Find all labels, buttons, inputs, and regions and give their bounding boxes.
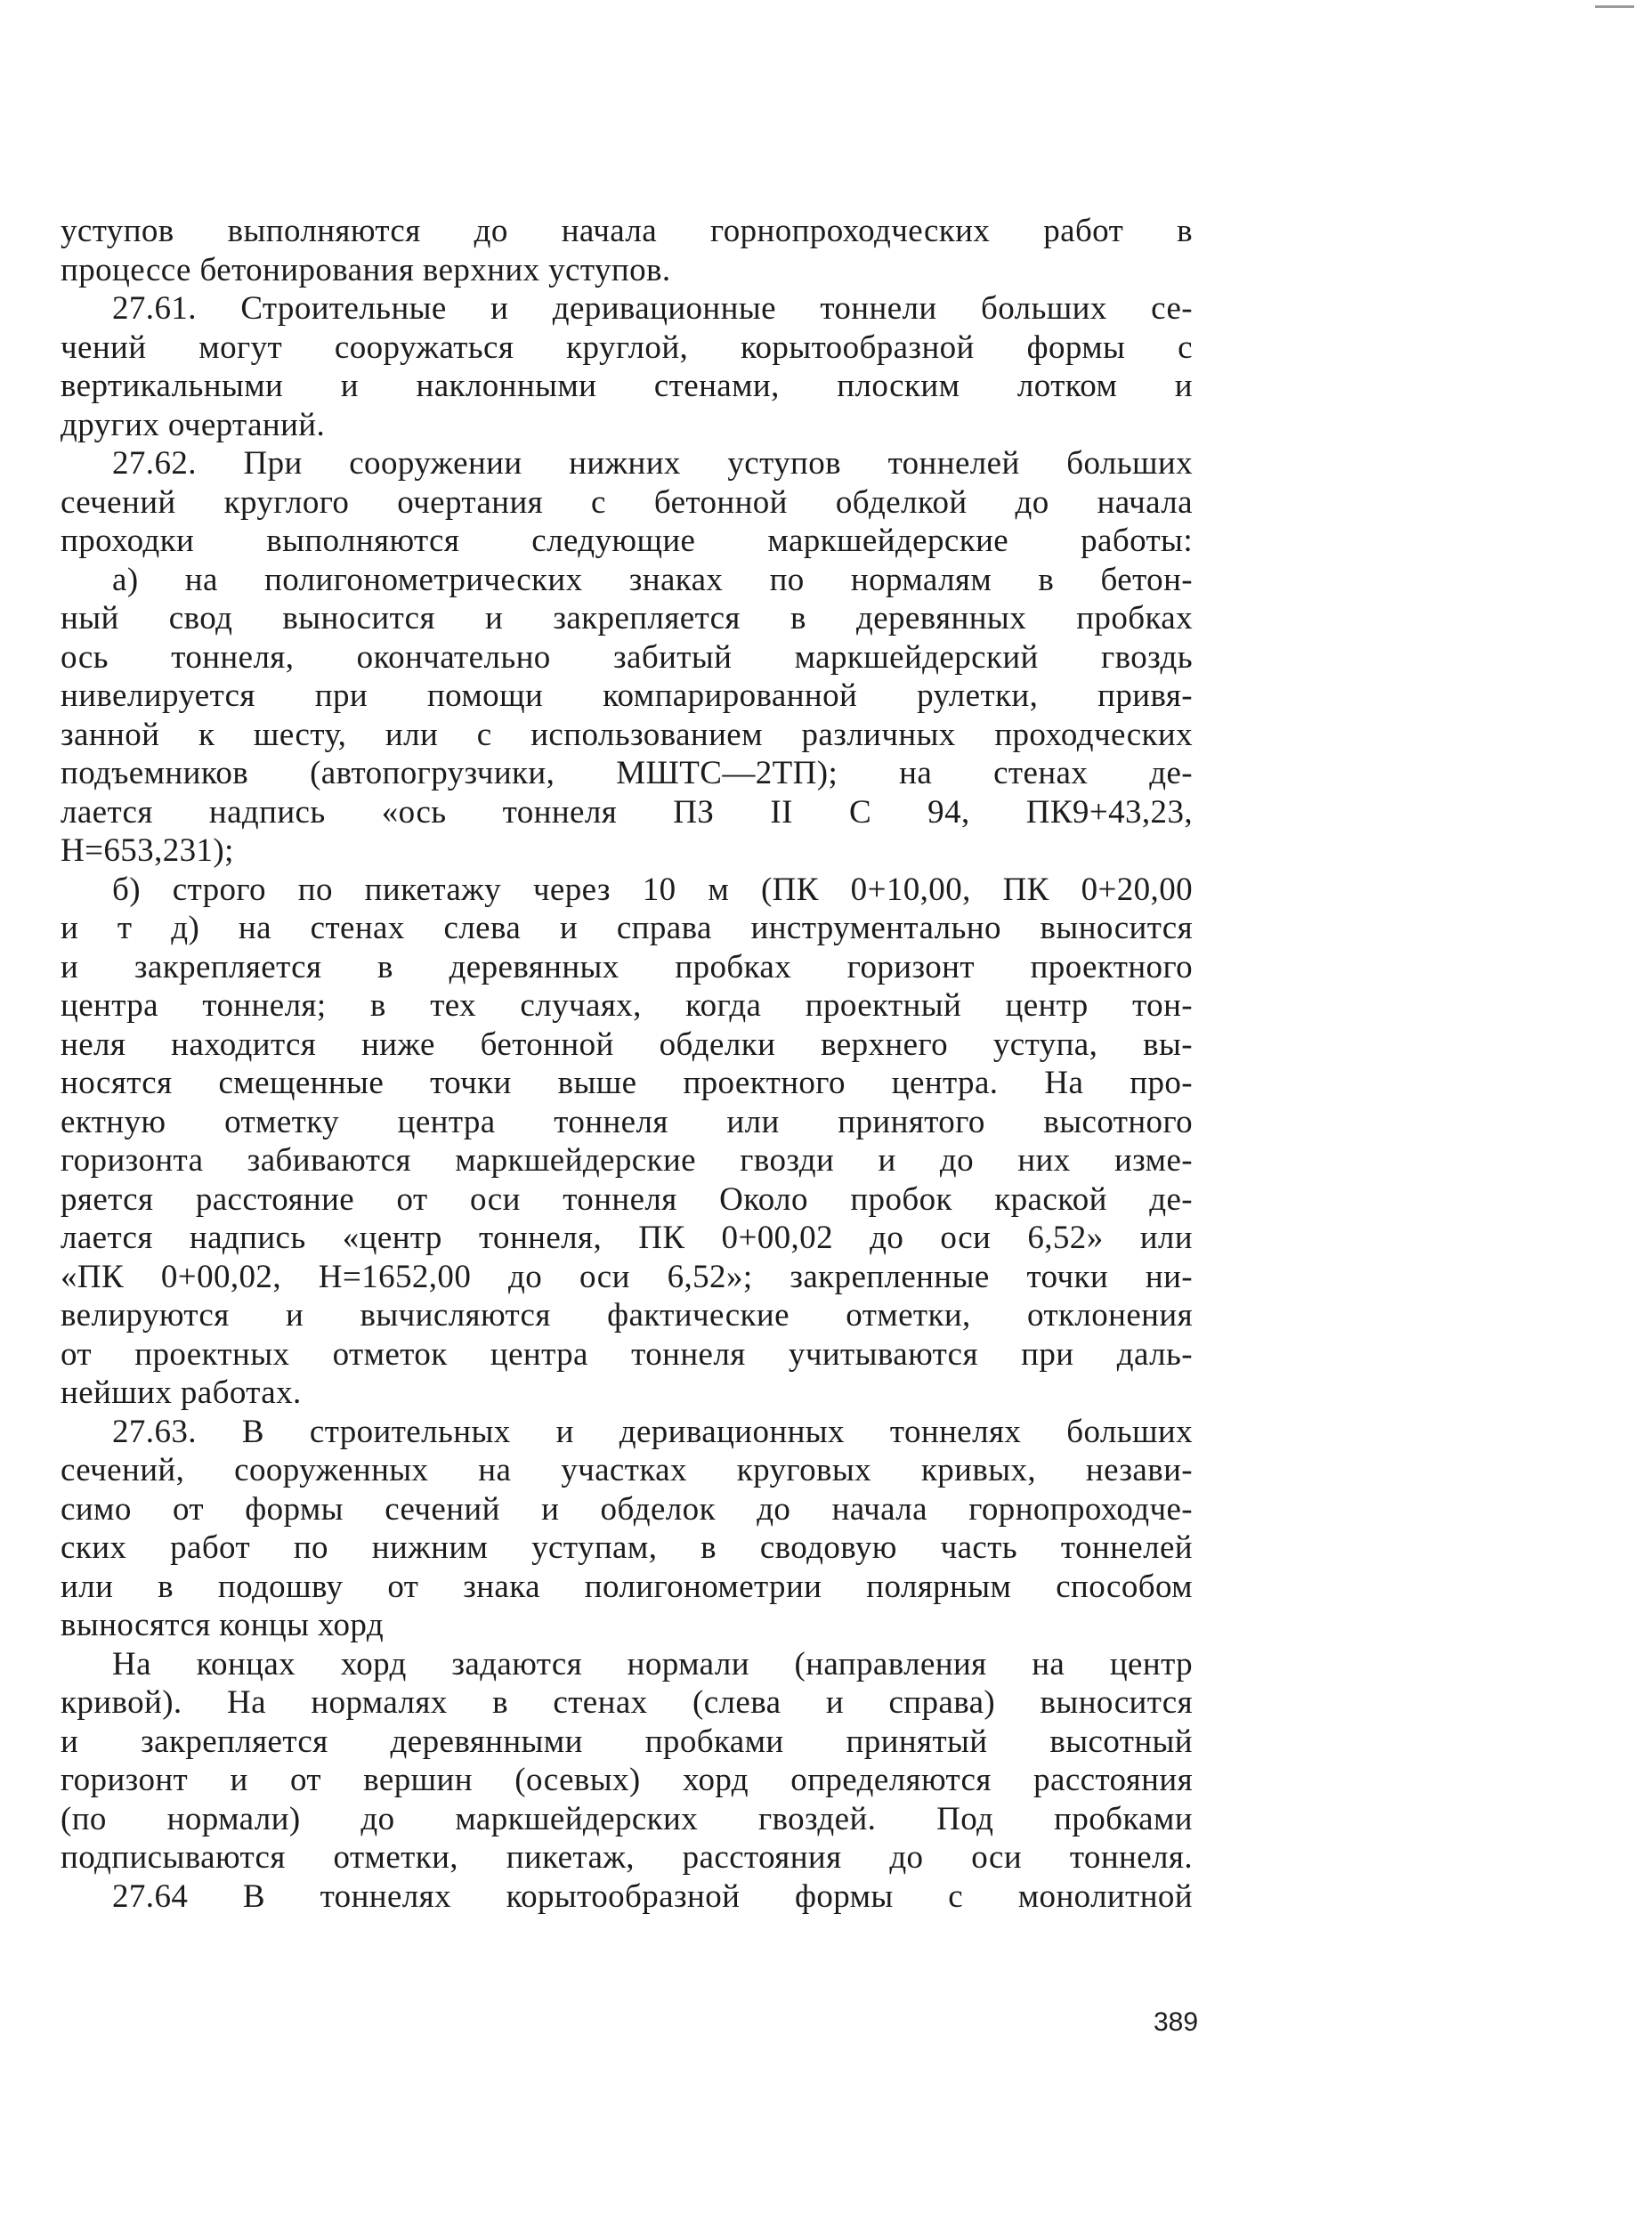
text-line: 27.63. В строительных и деривационных тоннелях больших bbox=[112, 1413, 1193, 1450]
text-line: и т д) на стенах слева и справа инструментально выносится bbox=[61, 910, 1193, 946]
text-line: или в подошву от знака полигонометрии полярным способом bbox=[61, 1568, 1193, 1605]
text-line: нивелируется при помощи компарированной рулетки, привя- bbox=[61, 677, 1193, 714]
text-line: б) строго по пикетажу через 10 м (ПК 0+10,00, ПК 0+20,00 bbox=[112, 871, 1193, 908]
page-number: 389 bbox=[1154, 2007, 1199, 2037]
body-text bbox=[61, 212, 1193, 1916]
text-line: ось тоннеля, окончательно забитый маркшейдерский гвоздь bbox=[61, 638, 1193, 676]
text-line: сечений, сооруженных на участках круговых кривых, незави- bbox=[61, 1452, 1193, 1488]
text-line: ный свод выносится и закрепляется в деревянных пробках bbox=[61, 600, 1193, 637]
text-line: горизонта забиваются маркшейдерские гвозди и до них изме- bbox=[61, 1142, 1193, 1179]
text-line: На концах хорд задаются нормали (направления на центр bbox=[112, 1645, 1193, 1683]
text-line: носятся смещенные точки выше проектного центра. На про- bbox=[61, 1065, 1193, 1101]
text-line: проходки выполняются следующие маркшейдерские работы: bbox=[61, 523, 1193, 559]
text-line: «ПК 0+00,02, Н=1652,00 до оси 6,52»; закрепленные точки ни- bbox=[61, 1258, 1193, 1295]
text-line: сечений круглого очертания с бетонной обделкой до начала bbox=[61, 483, 1193, 521]
text-line: Н=653,231); bbox=[61, 832, 234, 869]
text-line: других очертаний. bbox=[61, 406, 326, 443]
text-line: от проектных отметок центра тоннеля учитываются при даль- bbox=[61, 1335, 1193, 1373]
text-line: нейших работах. bbox=[61, 1374, 302, 1411]
text-line: (по нормали) до маркшейдерских гвоздей. Под пробками bbox=[61, 1800, 1193, 1837]
text-line: центра тоннеля; в тех случаях, когда проектный центр тон- bbox=[61, 987, 1193, 1024]
text-line: 27.62. При сооружении нижних уступов тоннелей больших bbox=[112, 445, 1193, 482]
text-line: горизонт и от вершин (осевых) хорд определяются расстояния bbox=[61, 1762, 1193, 1798]
text-line: кривой). На нормалях в стенах (слева и справа) выносится bbox=[61, 1684, 1193, 1721]
text-line: процессе бетонирования верхних уступов. bbox=[61, 251, 671, 288]
text-line: симо от формы сечений и обделок до начала горнопроходче- bbox=[61, 1490, 1193, 1528]
text-line: ских работ по нижним уступам, в сводовую часть тоннелей bbox=[61, 1529, 1193, 1566]
text-line: ектную отметку центра тоннеля или принятого высотного bbox=[61, 1103, 1193, 1140]
text-line: уступов выполняются до начала горнопроходческих работ в bbox=[61, 213, 1193, 249]
text-line: выносятся концы хорд bbox=[61, 1607, 385, 1643]
text-line: 27.64 В тоннелях корытообразной формы с монолитной bbox=[112, 1877, 1193, 1915]
text-line: лается надпись «центр тоннеля, ПК 0+00,02 до оси 6,52» или bbox=[61, 1220, 1193, 1256]
text-line: а) на полигонометрических знаках по нормалям в бетон- bbox=[112, 561, 1193, 598]
text-line: ряется расстояние от оси тоннеля Около пробок краской де- bbox=[61, 1180, 1193, 1218]
text-line: лается надпись «ось тоннеля ПЗ II С 94, ПК9+43,23, bbox=[61, 793, 1193, 831]
text-line: вертикальными и наклонными стенами, плоским лотком и bbox=[61, 368, 1193, 404]
corner-scan-mark bbox=[1595, 5, 1634, 8]
text-line: занной к шесту, или с использованием различных проходческих bbox=[61, 716, 1193, 753]
text-line: неля находится ниже бетонной обделки верхнего уступа, вы- bbox=[61, 1026, 1193, 1063]
text-line: 27.61. Строительные и деривационные тоннели больших се- bbox=[112, 290, 1193, 327]
text-line: чений могут сооружаться круглой, корытообразной формы с bbox=[61, 328, 1193, 366]
text-line: подъемников (автопогрузчики, МШТС—2ТП); на стенах де- bbox=[61, 755, 1193, 791]
text-line: велируются и вычисляются фактические отметки, отклонения bbox=[61, 1297, 1193, 1334]
text-line: и закрепляется в деревянных пробках горизонт проектного bbox=[61, 948, 1193, 985]
text-line: и закрепляется деревянными пробками принятый высотный bbox=[61, 1723, 1193, 1760]
text-line: подписываются отметки, пикетаж, расстояния до оси тоннеля. bbox=[61, 1839, 1193, 1876]
